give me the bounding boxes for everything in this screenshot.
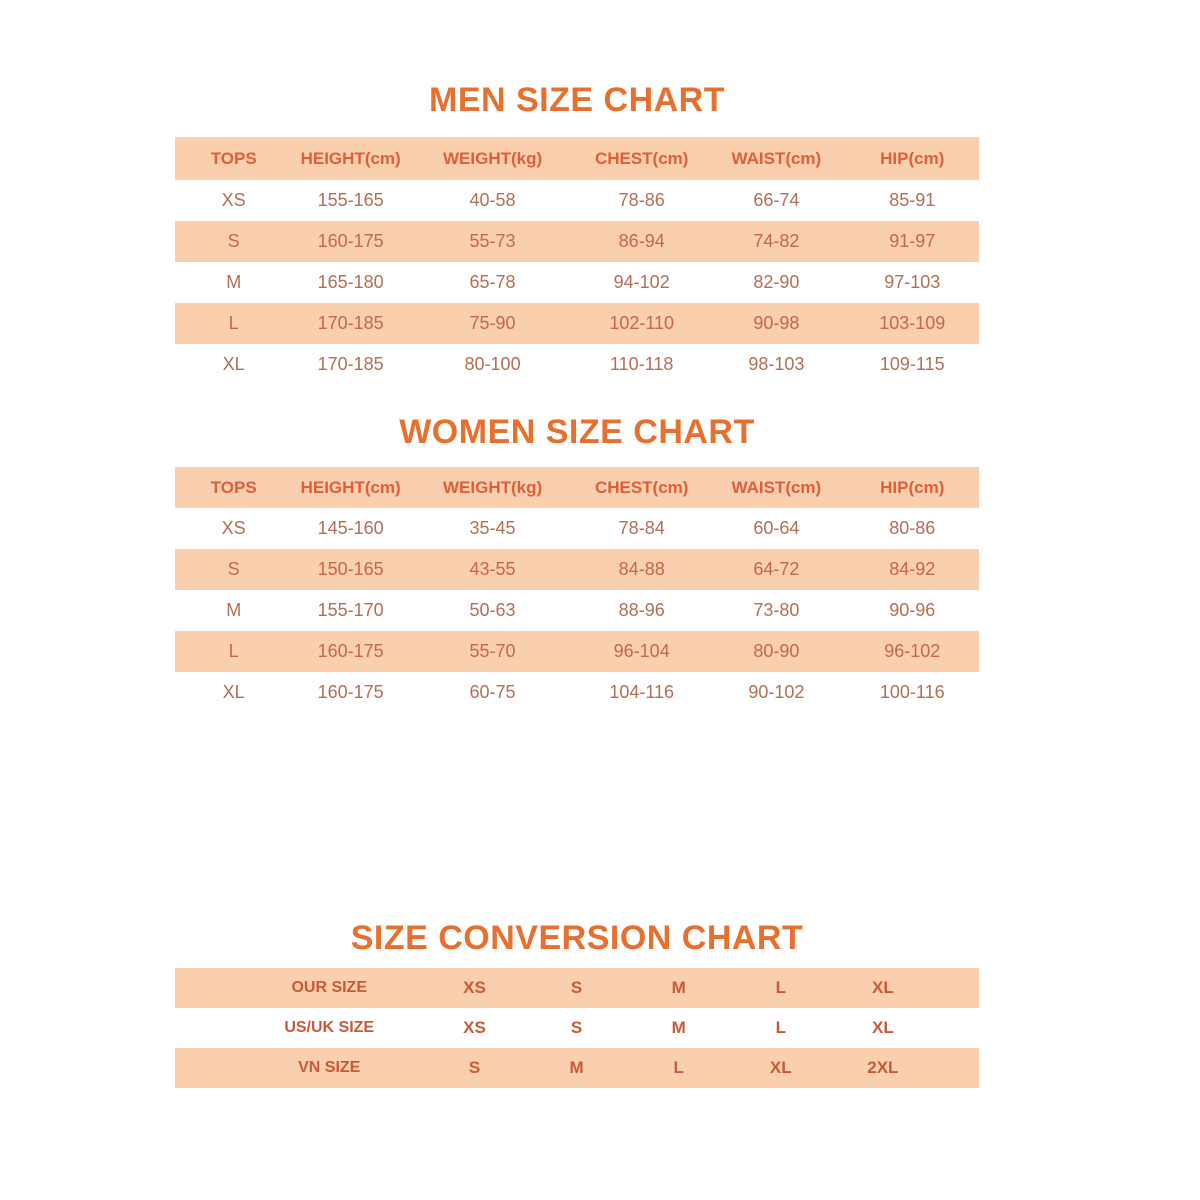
size-cell: XL: [730, 1048, 832, 1088]
table-row: [175, 968, 979, 1008]
size-label-cell: S: [175, 221, 292, 262]
size-cell: 160-175: [292, 672, 409, 713]
size-cell: 73-80: [707, 590, 845, 631]
size-cell: 90-102: [707, 672, 845, 713]
size-cell: 90-98: [707, 303, 845, 344]
size-cell: 78-84: [576, 508, 707, 549]
header-cell-height: HEIGHT(cm): [292, 467, 409, 508]
size-cell: 97-103: [846, 262, 980, 303]
size-label-cell: XS: [175, 180, 292, 221]
header-cell-hip: HIP(cm): [846, 137, 980, 180]
spacer-cell: [934, 1048, 979, 1088]
size-cell: 55-70: [409, 631, 576, 672]
size-cell: 155-170: [292, 590, 409, 631]
size-cell: S: [423, 1048, 525, 1088]
header-cell-hip: HIP(cm): [846, 467, 980, 508]
size-cell: 160-175: [292, 631, 409, 672]
size-cell: 50-63: [409, 590, 576, 631]
size-cell: 84-92: [846, 549, 980, 590]
table-row: [175, 221, 979, 262]
table-row: [175, 590, 979, 631]
size-cell: 84-88: [576, 549, 707, 590]
size-cell: 96-104: [576, 631, 707, 672]
table-header-row: [175, 467, 979, 508]
size-cell: 110-118: [576, 344, 707, 385]
size-cell: L: [730, 968, 832, 1008]
size-conversion-table: [175, 968, 979, 1088]
table-row: [175, 303, 979, 344]
size-cell: 55-73: [409, 221, 576, 262]
header-cell-tops: TOPS: [175, 137, 292, 180]
table-row: [175, 344, 979, 385]
women-size-table: [175, 467, 979, 713]
size-cell: 64-72: [707, 549, 845, 590]
size-cell: 98-103: [707, 344, 845, 385]
size-cell: 86-94: [576, 221, 707, 262]
table-row: [175, 180, 979, 221]
size-cell: 80-90: [707, 631, 845, 672]
table-row: [175, 508, 979, 549]
size-cell: 170-185: [292, 303, 409, 344]
size-cell: 80-100: [409, 344, 576, 385]
table-row: [175, 1008, 979, 1048]
table-row: [175, 631, 979, 672]
size-cell: 65-78: [409, 262, 576, 303]
size-cell: XL: [832, 968, 934, 1008]
table-row: [175, 672, 979, 713]
table-row: [175, 1048, 979, 1088]
conversion-row-label: US/UK SIZE: [175, 1008, 423, 1048]
size-cell: 60-75: [409, 672, 576, 713]
size-cell: L: [628, 1048, 730, 1088]
size-cell: M: [526, 1048, 628, 1088]
size-cell: 78-86: [576, 180, 707, 221]
size-cell: 80-86: [846, 508, 980, 549]
header-cell-height: HEIGHT(cm): [292, 137, 409, 180]
header-cell-chest: CHEST(cm): [576, 467, 707, 508]
header-cell-tops: TOPS: [175, 467, 292, 508]
size-label-cell: L: [175, 631, 292, 672]
men-size-table: [175, 137, 979, 385]
conversion-row-label: OUR SIZE: [175, 968, 423, 1008]
size-cell: M: [628, 968, 730, 1008]
size-cell: 2XL: [832, 1048, 934, 1088]
size-chart-content: [175, 0, 979, 1088]
size-cell: 91-97: [846, 221, 980, 262]
size-label-cell: XL: [175, 672, 292, 713]
spacer-cell: [934, 968, 979, 1008]
header-cell-weight: WEIGHT(kg): [409, 467, 576, 508]
size-cell: 85-91: [846, 180, 980, 221]
size-label-cell: M: [175, 590, 292, 631]
size-cell: M: [628, 1008, 730, 1048]
size-cell: 60-64: [707, 508, 845, 549]
size-cell: 165-180: [292, 262, 409, 303]
header-cell-waist: WAIST(cm): [707, 137, 845, 180]
size-cell: L: [730, 1008, 832, 1048]
size-cell: 88-96: [576, 590, 707, 631]
size-cell: 94-102: [576, 262, 707, 303]
size-cell: 104-116: [576, 672, 707, 713]
size-cell: S: [526, 968, 628, 1008]
size-cell: 35-45: [409, 508, 576, 549]
conversion-chart-title: SIZE CONVERSION CHART: [350, 919, 804, 957]
size-cell: 90-96: [846, 590, 980, 631]
table-row: [175, 549, 979, 590]
header-cell-waist: WAIST(cm): [707, 467, 845, 508]
size-cell: 82-90: [707, 262, 845, 303]
spacer-cell: [934, 1008, 979, 1048]
size-cell: S: [526, 1008, 628, 1048]
size-label-cell: XS: [175, 508, 292, 549]
size-cell: XS: [423, 968, 525, 1008]
size-cell: XS: [423, 1008, 525, 1048]
size-cell: 40-58: [409, 180, 576, 221]
women-chart-title: WOMEN SIZE CHART: [399, 413, 755, 451]
table-row: [175, 262, 979, 303]
size-cell: 145-160: [292, 508, 409, 549]
size-cell: 109-115: [846, 344, 980, 385]
size-label-cell: M: [175, 262, 292, 303]
size-cell: 75-90: [409, 303, 576, 344]
size-cell: XL: [832, 1008, 934, 1048]
men-chart-title: MEN SIZE CHART: [429, 81, 725, 119]
size-label-cell: S: [175, 549, 292, 590]
size-cell: 100-116: [846, 672, 980, 713]
header-cell-chest: CHEST(cm): [576, 137, 707, 180]
size-label-cell: XL: [175, 344, 292, 385]
size-cell: 66-74: [707, 180, 845, 221]
size-cell: 160-175: [292, 221, 409, 262]
size-cell: 96-102: [846, 631, 980, 672]
conversion-row-label: VN SIZE: [175, 1048, 423, 1088]
header-cell-weight: WEIGHT(kg): [409, 137, 576, 180]
size-label-cell: L: [175, 303, 292, 344]
size-cell: 102-110: [576, 303, 707, 344]
size-cell: 170-185: [292, 344, 409, 385]
table-header-row: [175, 137, 979, 180]
size-cell: 103-109: [846, 303, 980, 344]
size-cell: 74-82: [707, 221, 845, 262]
size-cell: 43-55: [409, 549, 576, 590]
size-cell: 155-165: [292, 180, 409, 221]
size-cell: 150-165: [292, 549, 409, 590]
